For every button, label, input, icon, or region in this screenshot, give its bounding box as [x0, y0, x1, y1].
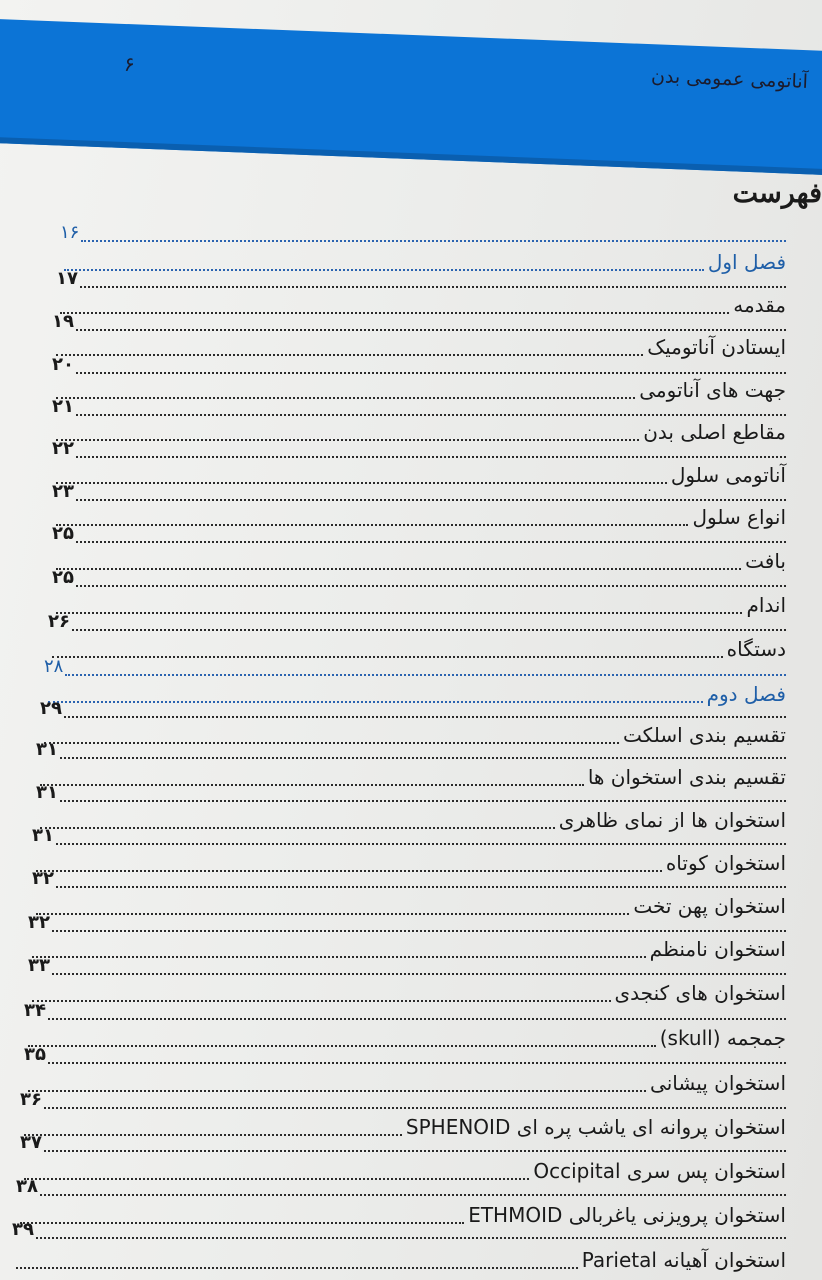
- toc-entry-title[interactable]: دستگاه: [726, 637, 786, 661]
- toc-page-number: ۲۲: [52, 438, 74, 459]
- dot-leader: [48, 1062, 786, 1064]
- toc-page-number: ۳۸: [16, 1176, 38, 1197]
- toc-page-number: ۳۳: [28, 955, 50, 976]
- toc-entry-title[interactable]: استخوان های کنجدی: [614, 981, 786, 1005]
- toc-page-number: ۳۱: [36, 782, 58, 803]
- toc-heading: فهرست: [732, 178, 822, 209]
- toc-page-number: ۲۸: [44, 656, 64, 677]
- toc-entry-title[interactable]: جمجمه (skull): [659, 1026, 786, 1050]
- toc-entry-title[interactable]: استخوان ها از نمای ظاهری: [558, 808, 786, 832]
- toc-entry-title[interactable]: استخوان آهیانه Parietal: [581, 1248, 786, 1272]
- toc-page-number: ۳۹: [12, 1219, 34, 1240]
- toc-page-number: ۳۷: [20, 1132, 42, 1153]
- toc-page-number: ۳۱: [32, 825, 54, 846]
- toc-page-number: ۳۲: [32, 868, 54, 889]
- toc-page-number: ۲۵: [52, 523, 74, 544]
- toc-page-number: ۲۹: [40, 698, 62, 719]
- dot-leader: [44, 1107, 786, 1109]
- toc-page-number: ۲۵: [52, 567, 74, 588]
- dot-leader: [76, 541, 786, 543]
- toc-entry-title[interactable]: استخوان پرویزنی یاغربالی ETHMOID: [468, 1203, 786, 1227]
- dot-leader: [60, 800, 786, 802]
- toc-entry-title[interactable]: انواع سلول: [692, 505, 786, 529]
- toc-entry-title[interactable]: استخوان پس سری Occipital: [533, 1159, 786, 1183]
- toc-entry-title[interactable]: استخوان پروانه ای یاشب پره ای SPHENOID: [405, 1115, 786, 1139]
- dot-leader: [36, 1237, 786, 1239]
- toc-entry-title[interactable]: استخوان پیشانی: [650, 1071, 786, 1095]
- toc-page-number: ۲۱: [52, 396, 74, 417]
- toc-entry-title[interactable]: ایستادن آناتومیک: [647, 335, 786, 359]
- toc-page-number: ۳۲: [28, 912, 50, 933]
- dot-leader: [76, 585, 786, 587]
- toc-entry-title[interactable]: تقسیم بندی اسلکت: [623, 723, 786, 747]
- toc-entry-title[interactable]: استخوان پهن تخت: [633, 894, 786, 918]
- toc-page-number: ۳۵: [24, 1044, 46, 1065]
- dot-leader: [56, 843, 786, 845]
- toc-page-line: [12, 1213, 786, 1247]
- toc-page-number: ۲۳: [52, 481, 74, 502]
- header-page-number: ۶: [123, 51, 136, 77]
- toc-entry-title[interactable]: مقاطع اصلی بدن: [643, 420, 786, 444]
- toc-entry-title[interactable]: بافت: [745, 549, 786, 573]
- dot-leader: [48, 1018, 786, 1020]
- toc-page-number: ۱۶: [60, 222, 80, 243]
- toc-entry-title[interactable]: جهت های آناتومی: [639, 378, 786, 402]
- toc-page-number: ۳۴: [24, 1000, 46, 1021]
- toc-page-number: ۲۰: [52, 354, 74, 375]
- toc-page-number: ۳۶: [20, 1089, 42, 1110]
- toc-chapter-title[interactable]: فصل دوم: [706, 682, 786, 706]
- dot-leader: [81, 240, 786, 242]
- toc-page-number: ۲۶: [48, 611, 70, 632]
- toc-entry-title[interactable]: تقسیم بندی استخوان ها: [587, 765, 786, 789]
- dot-leader: [65, 674, 786, 676]
- dot-leader: [44, 1150, 786, 1152]
- toc-entry-title[interactable]: مقدمه: [733, 293, 786, 317]
- dot-leader: [60, 757, 786, 759]
- toc-entry: [16, 1243, 786, 1277]
- toc-entry-title[interactable]: استخوان کوتاه: [665, 851, 786, 875]
- toc-entry-title[interactable]: اندام: [746, 593, 786, 617]
- toc-entry-title[interactable]: آناتومی سلول: [670, 463, 786, 487]
- header-title: آناتومی عمومی بدن: [650, 64, 809, 94]
- toc-page-number: ۳۱: [36, 739, 58, 760]
- dot-leader: [56, 886, 786, 888]
- dot-leader: [52, 973, 786, 975]
- toc-page-number: ۱۷: [56, 268, 78, 289]
- toc-entry-title[interactable]: استخوان نامنظم: [649, 937, 786, 961]
- toc-page-number: ۱۹: [52, 311, 74, 332]
- dot-leader: [72, 629, 786, 631]
- toc-chapter-title[interactable]: فصل اول: [707, 250, 786, 274]
- dot-leader: [40, 1194, 786, 1196]
- dot-leader: [16, 1267, 578, 1269]
